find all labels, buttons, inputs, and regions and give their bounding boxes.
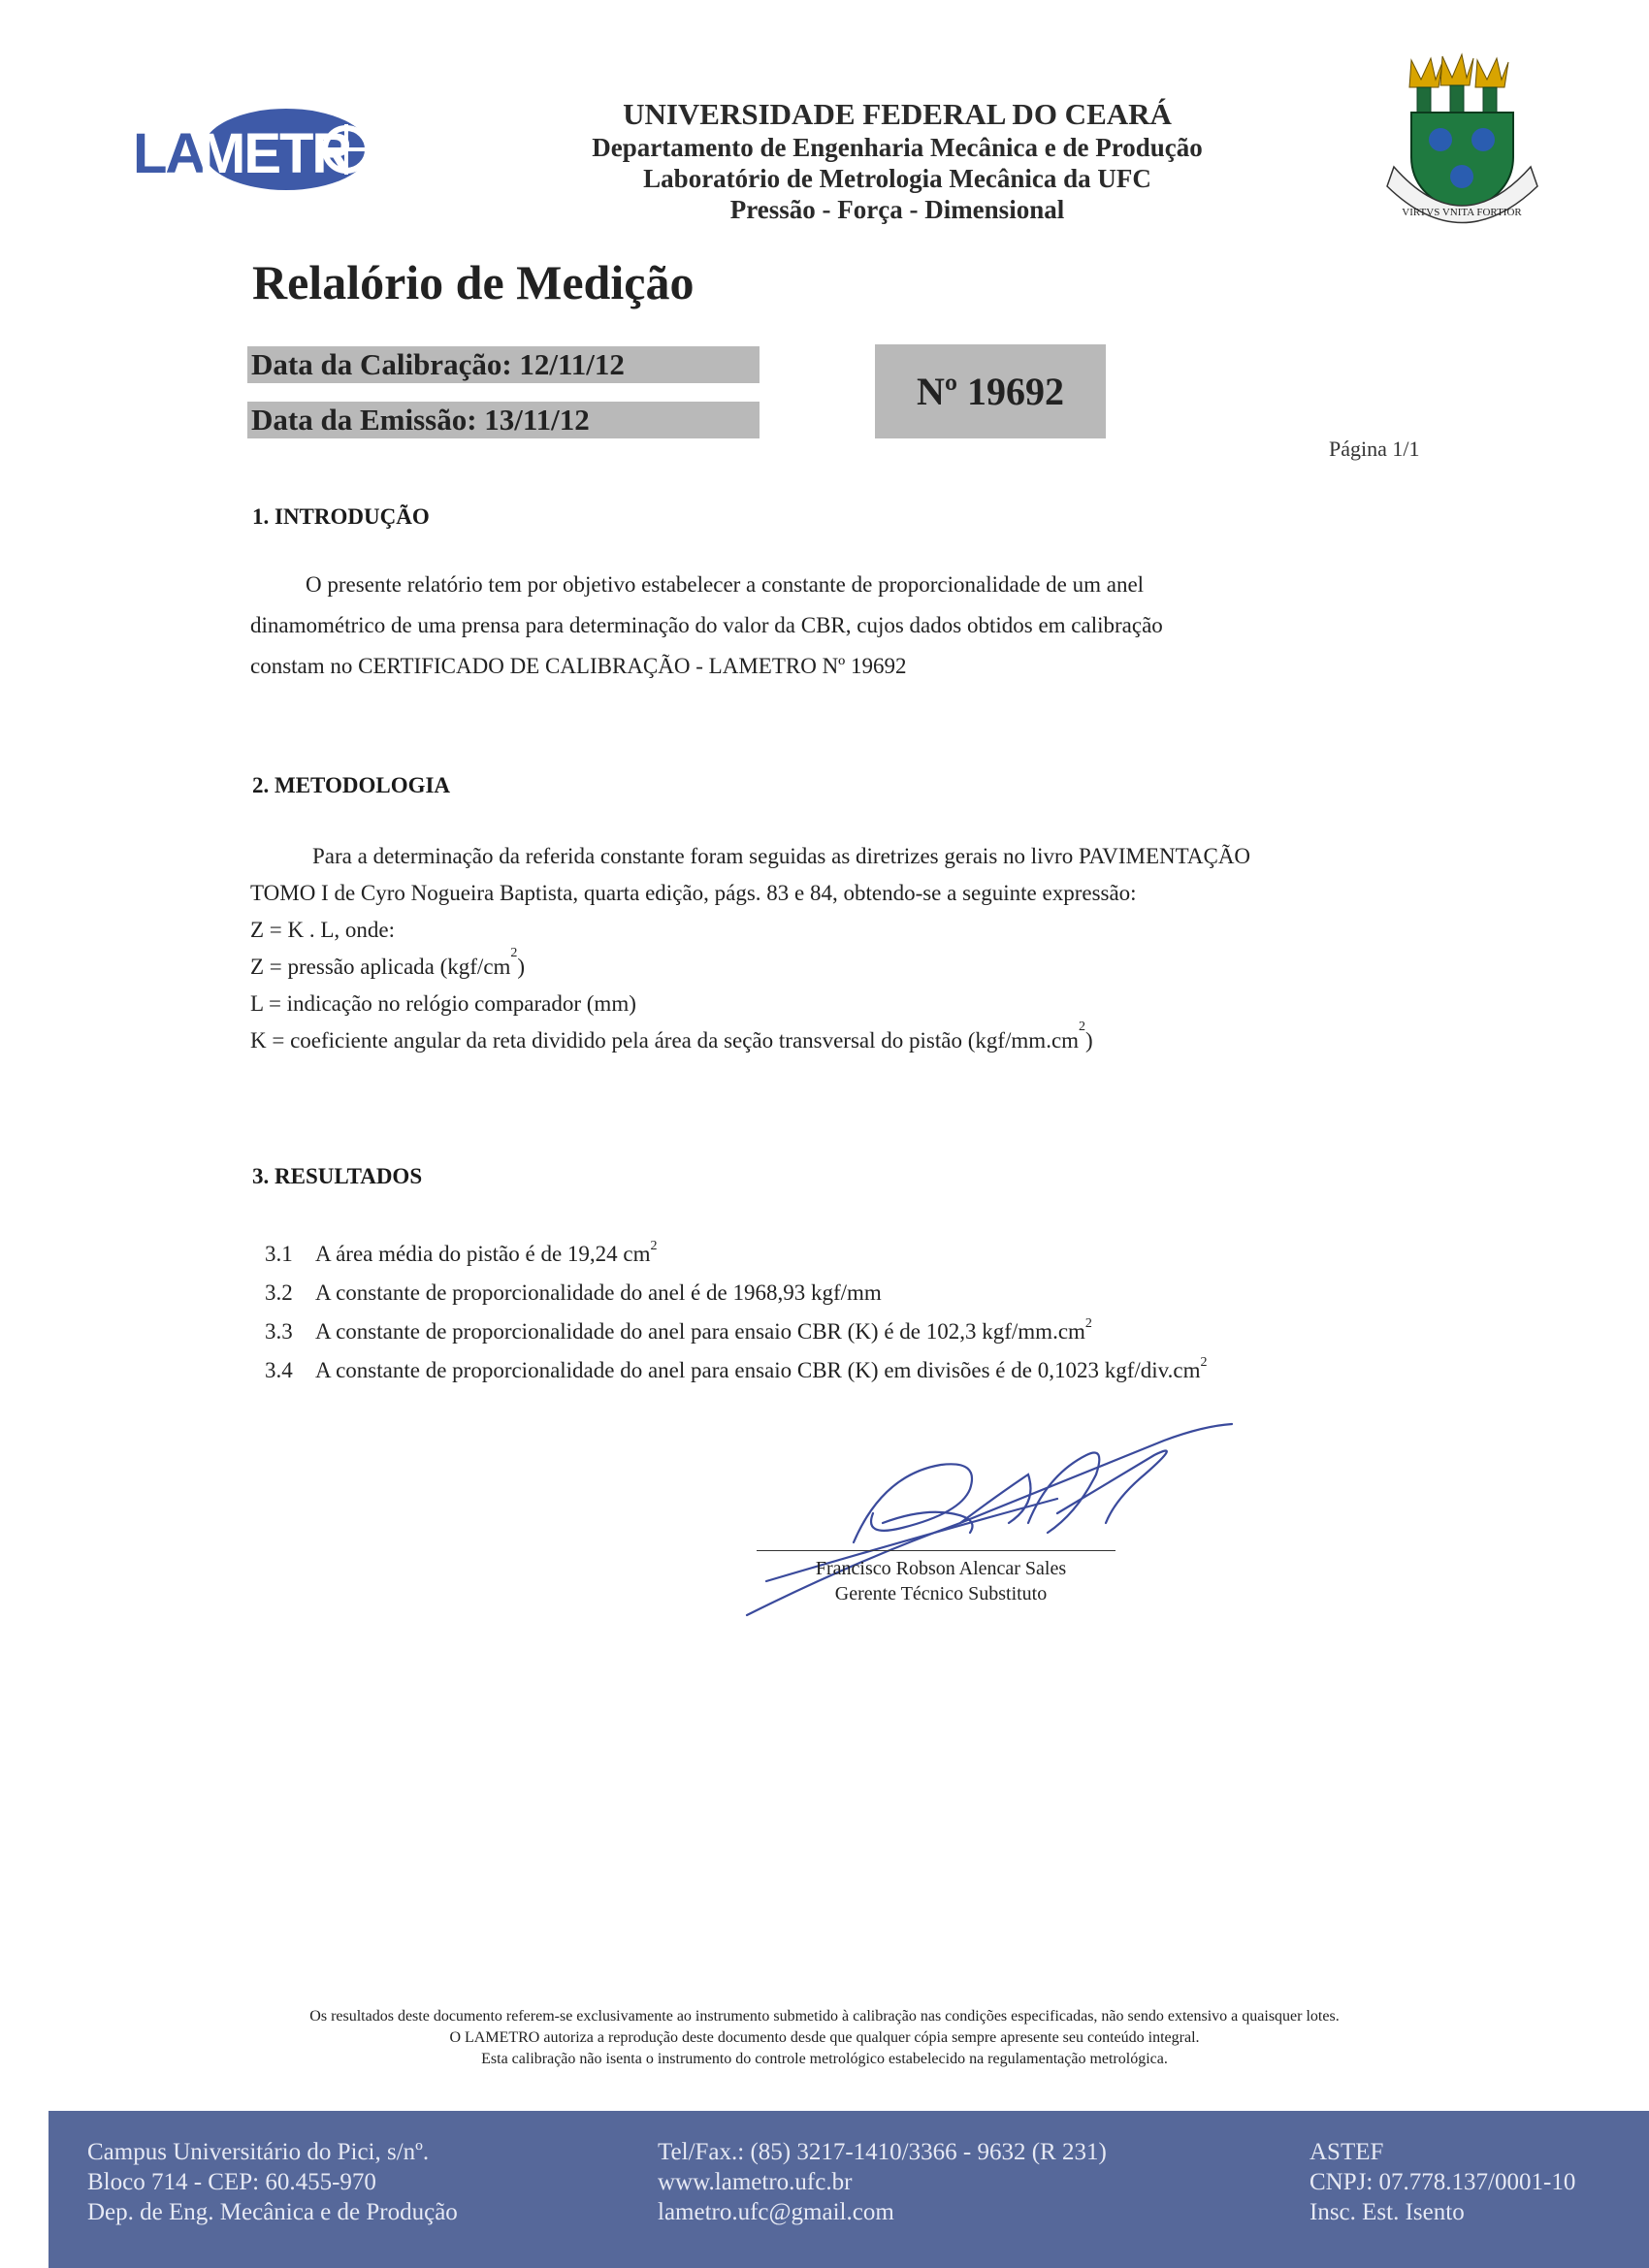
page-indicator: Página 1/1 [1329,437,1420,461]
section-metodologia-heading: 2. METODOLOGIA [252,773,451,797]
emission-date: Data da Emissão: 13/11/12 [247,402,760,438]
letterhead [514,97,1280,225]
result-item: 3.2 A constante de proporcionalidade do anel é de 1968,93 kgf/mm [265,1280,882,1305]
footer-email-link[interactable]: lametro.ufc@gmail.com [658,2199,894,2225]
paragraph-line: TOMO I de Cyro Nogueira Baptista, quarta edição, págs. 83 e 84, obtendo-se a seguinte expressão: [250,881,1137,905]
definition-l: L = indicação no relógio comparador (mm) [250,991,636,1016]
signatory-block [757,1556,1125,1606]
footer-address: Campus Universitário do Pici, s/nº. Bloco 714 - CEP: 60.455-970 Dep. de Eng. Mecânica e de Produção [87,2139,458,2225]
definition-z: Z = pressão aplicada $(kgf/cm^2)$ [250,946,526,979]
report-title: Relalório de Medição [252,255,695,309]
lametro-logo [131,105,372,194]
disclaimer-line: O LAMETRO autoriza a reprodução deste documento desde que qualquer cópia sempre apresente seu conteúdo integral. [449,2029,1200,2046]
disclaimer-line: Os resultados deste documento referem-se exclusivamente ao instrumento submetido à calibração nas condições especificadas, não sendo extensivo a quaisquer lotes. [309,2008,1340,2025]
paragraph-line: Para a determinação da referida constante foram seguidas as diretrizes gerais no livro PAVIMENTAÇÃO [312,844,1251,868]
footer-company: ASTEF CNPJ: 07.778.137/0001-10 Insc. Est. Isento [1310,2139,1576,2225]
report-number: Nº 19692 [875,344,1106,438]
paragraph-line: dinamométrico de uma prensa para determinação do valor da CBR, cujos dados obtidos em calibração [250,613,1163,637]
signatory-name: Francisco Robson Alencar Sales [815,1558,1067,1579]
paragraph-line: constam no CERTIFICADO DE CALIBRAÇÃO - LAMETRO Nº 19692 [250,654,907,678]
footer-contact [658,2137,1107,2227]
section-introducao-heading: 1. INTRODUÇÃO [252,504,430,529]
university-seal-icon [1382,50,1542,244]
section-resultados-heading: 3. RESULTADOS [252,1164,423,1188]
section-metodologia-body [250,838,1356,1059]
definition-k: K = coeficiente angular da reta dividido pela área da seção transversal do pistão $(kgf/mm.cm^2)$ [250,1020,1093,1053]
seal-motto: VIRTVS VNITA FORTIOR [1402,207,1522,218]
result-item: 3.1 A área média do pistão é de 19,24 $cm^2$ [265,1239,658,1266]
university-name: UNIVERSIDADE FEDERAL DO CEARÁ [623,97,1172,131]
section-introducao-body [250,565,1259,687]
disclaimer-line: Esta calibração não isenta o instrumento do controle metrológico estabelecido na regulamentação metrológica. [481,2051,1168,2067]
result-item: 3.4 A constante de proporcionalidade do anel para ensaio CBR (K) em divisões é de 0,1023 kgf/$div.cm^2$ [265,1355,1208,1382]
laboratory-name: Laboratório de Metrologia Mecânica da UFC [643,164,1151,193]
paragraph-line: O presente relatório tem por objetivo estabelecer a constante de proporcionalidade de um anel [306,572,1145,597]
formula-line: Z = K . L, onde: [250,918,396,942]
result-item: 3.3 A constante de proporcionalidade do anel para ensaio CBR (K) é de 102,3 kgf/$mm.cm^2$ [265,1316,1092,1344]
department-name: Departamento de Engenharia Mecânica e de Produção [592,133,1203,162]
footer-website-link[interactable]: www.lametro.ufc.br [658,2169,853,2195]
footer-band [48,2111,1649,2268]
footer-phone: Tel/Fax.: (85) 3217-1410/3366 - 9632 (R 231) [658,2139,1107,2165]
signatory-role: Gerente Técnico Substituto [834,1583,1048,1604]
disclaimer [155,2006,1494,2070]
signature-line [757,1550,1116,1551]
svg-text:METR: METR [199,122,351,185]
svg-text:LA: LA [133,122,205,185]
laboratory-areas: Pressão - Força - Dimensional [729,195,1065,224]
calibration-date: Data da Calibração: 12/11/12 [247,346,760,383]
